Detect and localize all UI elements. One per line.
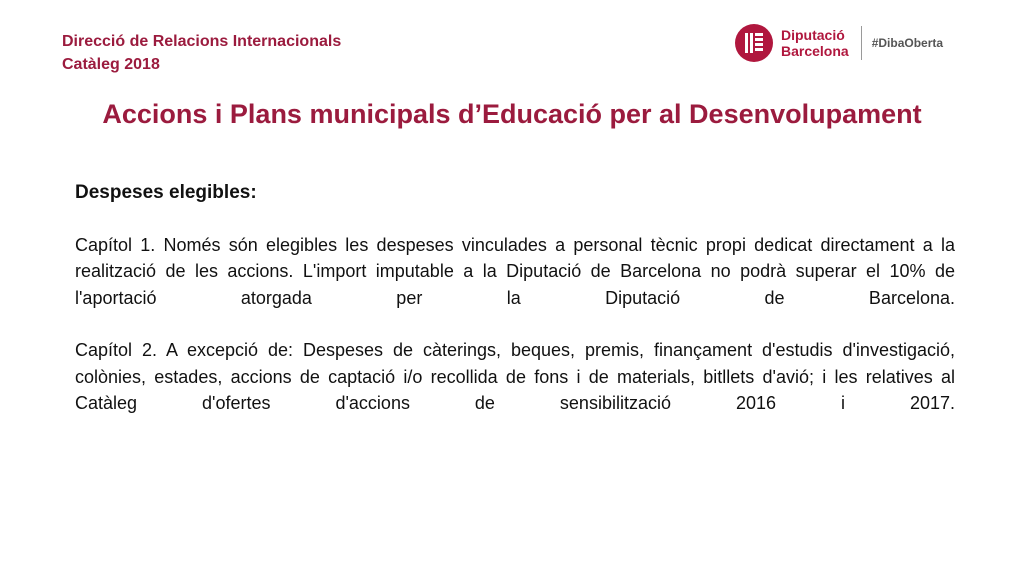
department-name: Direcció de Relacions Internacionals [62,33,342,50]
diputacio-logo [735,24,943,62]
section-heading: Despeses elegibles: [75,182,257,203]
logo-hashtag: #DibaOberta [871,36,944,50]
paragraph-capitol-1: Capítol 1. Només són elegibles les despeses vinculades a personal tècnic propi dedicat directament a la realització de les accions. L'import imputable a la Diputació de Barcelona no podrà superar el 10% de l'aportació atorgada per la Diputació de Barcelona. [75,234,955,308]
logo-line-2: Barcelona [781,43,849,59]
catalog-year: Catàleg 2018 [62,56,160,73]
logo-wordmark [781,27,849,59]
slide-content [75,180,955,443]
diputacio-emblem-icon [735,24,773,62]
paragraph-capitol-2: Capítol 2. A excepció de: Despeses de càterings, beques, premis, finançament d'estudis d'investigació, colònies, estades, accions de captació i/o recollida de fons i de materials, bitllets d'avió; i les relatives al Catàleg d'ofertes d'accions de sensibilització 2016 i 2017. [75,340,955,413]
header-department-block [62,30,341,76]
slide-title: Accions i Plans municipals d’Educació per al Desenvolupament [102,99,922,129]
logo-divider [861,26,862,60]
logo-line-1: Diputació [781,27,845,43]
